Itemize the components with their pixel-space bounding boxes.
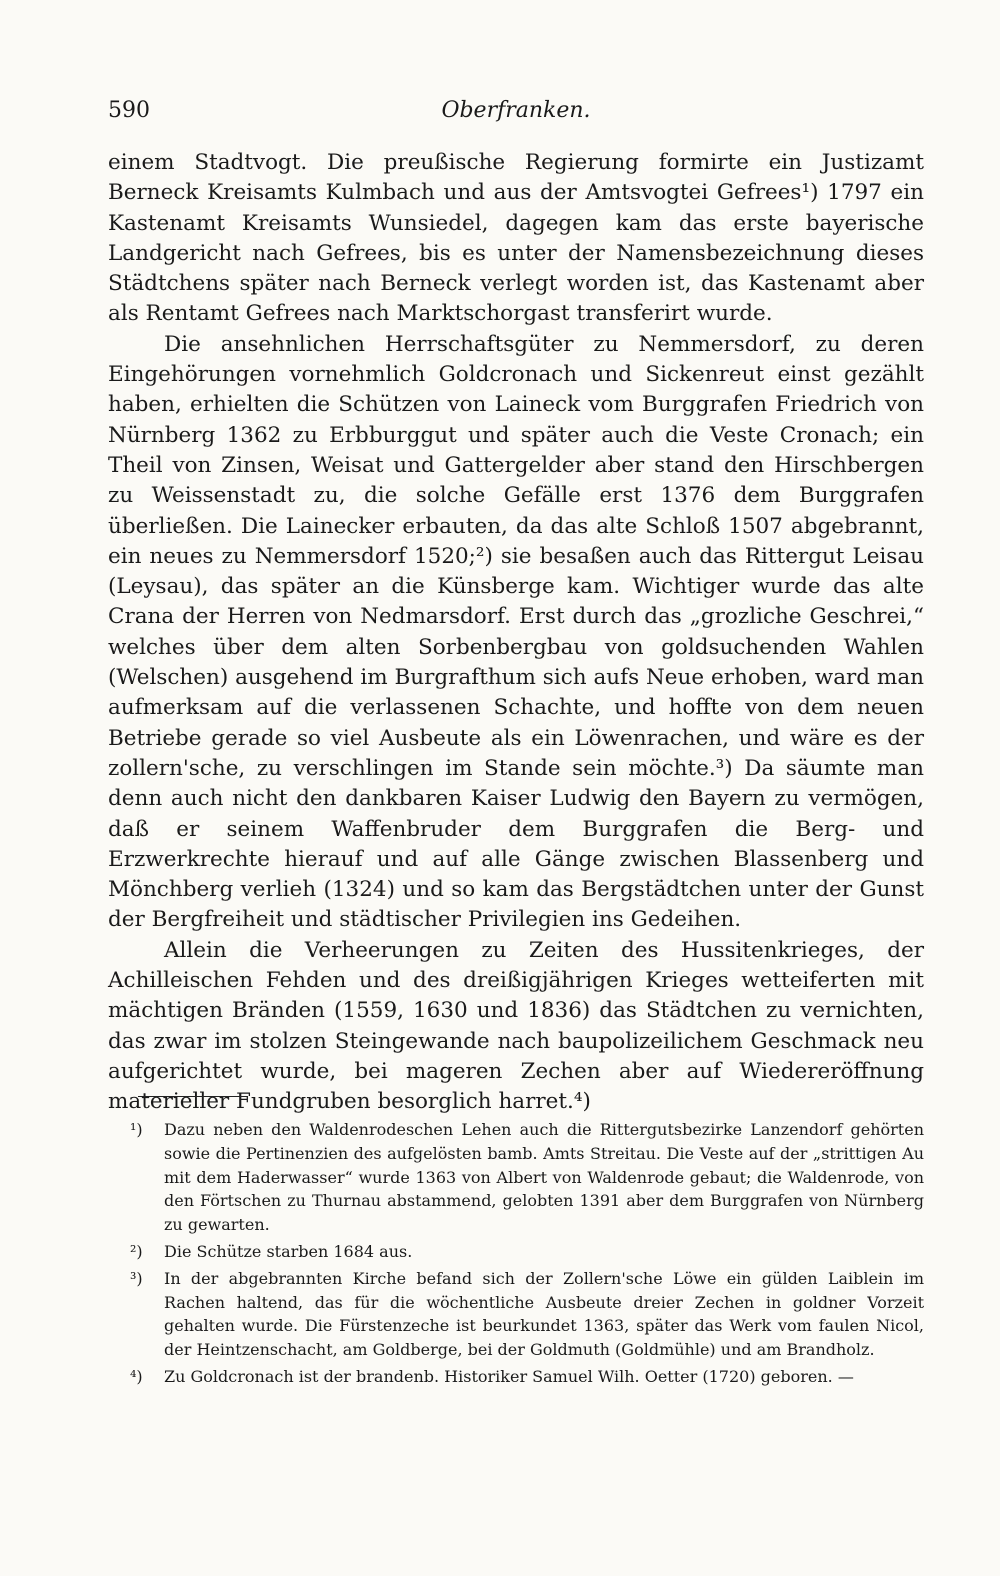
footnote-text: Die Schütze starben 1684 aus. xyxy=(164,1241,413,1261)
footnote-text: Dazu neben den Waldenrodeschen Lehen auch die Rittergutsbezirke Lanzendorf gehörten sowie die Pertinenzien des aufgelösten bamb. Amts Streitau. Die Veste auf der „strittigen Au mit dem Haderwasser“ wurde 1363 von Albert von Waldenrode gebaut; die Waldenrode, von den Förtschen zu Thurnau abstammend, gelobten 1391 aber dem Burggrafen von Nürnberg zu gewarten. xyxy=(164,1120,924,1235)
footnotes xyxy=(108,1118,924,1392)
footnote-text: Zu Goldcronach ist der brandenb. Historiker Samuel Wilh. Oetter (1720) geboren. — xyxy=(164,1366,854,1386)
running-head: Oberfranken. xyxy=(441,98,591,123)
footnote-2 xyxy=(108,1240,924,1264)
paragraph-2: Die ansehnlichen Herrschaftsgüter zu Nemmersdorf, zu deren Eingehörungen vornehmlich Goldcronach und Sickenreut einst gezählt haben, erhielten die Schützen von Laineck vom Burggrafen Friedrich von Nürnberg 1362 zu Erbburggut und später auch die Veste Cronach; ein Theil von Zinsen, Weisat und Gattergelder aber stand den Hirschbergen zu Weissenstadt zu, die solche Gefälle erst 1376 dem Burggrafen überließen. Die Lainecker erbauten, da das alte Schloß 1507 abgebrannt, ein neues zu Nemmersdorf 1520;²) sie besaßen auch das Rittergut Leisau (Leysau), das später an die Künsberge kam. Wichtiger wurde das alte Crana der Herren von Nedmarsdorf. Erst durch das „grozliche Geschrei,“ welches über dem alten Sorbenbergbau von goldsuchenden Wahlen (Welschen) ausgehend im Burgrafthum sich aufs Neue erhoben, ward man aufmerksam auf die verlassenen Schachte, und hoffte von dem neuen Betriebe gerade so viel Ausbeute als ein Löwenrachen, und wäre es der zollern'sche, zu verschlingen im Stande sein möchte.³) Da säumte man denn auch nicht den dankbaren Kaiser Ludwig den Bayern zu vermögen, daß er seinem Waffenbruder dem Burggrafen die Berg- und Erzwerkrechte hierauf und auf alle Gänge zwischen Blassenberg und Mönchberg verlieh (1324) und so kam das Bergstädtchen unter der Gunst der Bergfreiheit und städtischer Privilegien ins Gedeihen. xyxy=(108,331,924,933)
footnote-marker: ⁴) xyxy=(130,1366,143,1386)
footnote-4 xyxy=(108,1365,924,1389)
page-number: 590 xyxy=(108,98,150,123)
page-header xyxy=(108,98,924,134)
footnote-marker: ²) xyxy=(130,1241,143,1261)
paragraph-3: Allein die Verheerungen zu Zeiten des Hussitenkrieges, der Achilleischen Fehden und des dreißigjährigen Krieges wetteiferten mit mächtigen Bränden (1559, 1630 und 1836) das Städtchen zu vernichten, das zwar im stolzen Steingewande nach baupolizeilichem Geschmack neu aufgerichtet wurde, bei mageren Zechen aber auf Wiedereröffnung materieller Fundgruben besorglich harret.⁴) xyxy=(108,937,924,1115)
footnote-marker: ¹) xyxy=(130,1120,143,1139)
footnote-marker: ³) xyxy=(130,1268,143,1288)
footnote-3 xyxy=(108,1267,924,1362)
footnote-separator xyxy=(138,1096,248,1097)
paragraph-1: einem Stadtvogt. Die preußische Regierung formirte ein Justizamt Berneck Kreisamts Kulmbach und aus der Amtsvogtei Gefrees¹) 1797 ein Kastenamt Kreisamts Wunsiedel, dagegen kam das erste bayerische Landgericht nach Gefrees, bis es unter der Namensbezeichnung dieses Städtchens später nach Berneck verlegt worden ist, das Kastenamt aber als Rentamt Gefrees nach Marktschorgast transferirt wurde. xyxy=(108,150,924,327)
footnote-text: In der abgebrannten Kirche befand sich der Zollern'sche Löwe ein gülden Laiblein im Rachen haltend, das für die wöchentliche Ausbeute dreier Zechen in goldner Vorzeit gehalten wurde. Die Fürstenzeche ist beurkundet 1363, später das Werk vom faulen Nicol, der Heintzenschacht, am Goldberge, bei der Goldmuth (Goldmühle) und am Brandholz. xyxy=(164,1268,924,1360)
footnote-1 xyxy=(108,1118,924,1237)
body-text xyxy=(108,148,924,1118)
